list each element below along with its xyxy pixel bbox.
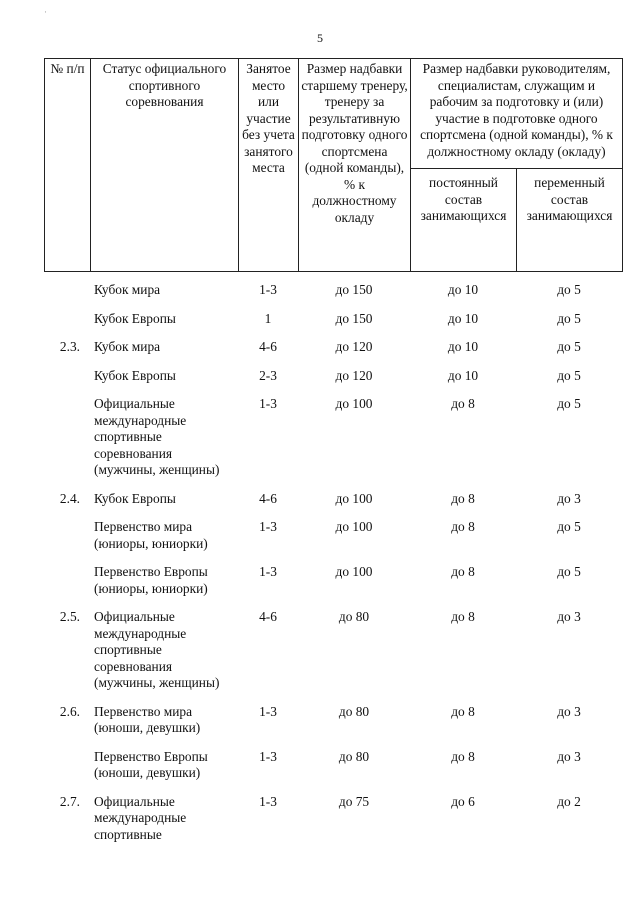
row-permanent-bonus: до 8 xyxy=(451,748,475,764)
row-variable-bonus: до 5 xyxy=(557,519,581,534)
row-place: 1-3 xyxy=(259,748,277,764)
row-place: 4-6 xyxy=(259,490,277,506)
row-place: 1-3 xyxy=(259,396,277,411)
row-status: Первенство Европы (юниоры, юниорки) xyxy=(94,564,208,596)
row-num: 2.7. xyxy=(59,793,80,809)
row-num xyxy=(44,368,90,397)
table-row xyxy=(44,519,622,564)
row-coach-bonus: до 100 xyxy=(335,490,373,506)
table-row xyxy=(44,491,622,520)
row-num: 2.5. xyxy=(59,609,80,624)
row-permanent-bonus: до 8 xyxy=(451,564,475,579)
table-row xyxy=(44,396,622,491)
row-permanent-bonus: до 10 xyxy=(447,282,479,297)
table-row xyxy=(44,282,622,311)
row-variable-bonus: до 2 xyxy=(557,793,581,809)
row-coach-bonus: до 100 xyxy=(335,396,373,411)
row-coach-bonus: до 100 xyxy=(335,519,373,534)
row-coach-bonus: до 120 xyxy=(335,339,373,354)
row-coach-bonus: до 75 xyxy=(338,793,370,809)
table-row xyxy=(44,704,622,749)
row-status: Кубок Европы xyxy=(94,310,176,326)
row-variable-bonus: до 5 xyxy=(557,310,581,326)
table-row xyxy=(44,311,622,340)
row-place: 1-3 xyxy=(259,703,277,719)
row-coach-bonus: до 80 xyxy=(338,609,370,624)
row-num xyxy=(44,749,90,794)
row-status: Официальные международные спортивные соревнования (мужчины, женщины) xyxy=(94,609,220,690)
row-num xyxy=(44,396,90,491)
row-place: 4-6 xyxy=(259,609,277,624)
row-status: Официальные международные спортивные соревнования (мужчины, женщины) xyxy=(94,396,220,477)
row-place: 4-6 xyxy=(259,339,277,354)
table-row xyxy=(44,339,622,368)
row-permanent-bonus: до 8 xyxy=(451,703,475,719)
row-status: Кубок мира xyxy=(94,282,161,297)
row-status: Первенство мира (юноши, девушки) xyxy=(94,703,201,735)
row-variable-bonus: до 3 xyxy=(557,703,581,719)
row-status: Кубок Европы xyxy=(94,367,176,383)
row-permanent-bonus: до 8 xyxy=(451,519,475,534)
row-permanent-bonus: до 8 xyxy=(451,609,475,624)
row-permanent-bonus: до 10 xyxy=(447,339,479,354)
row-num: 2.6. xyxy=(59,703,80,719)
row-variable-bonus: до 5 xyxy=(557,564,581,579)
row-num: 2.3. xyxy=(59,339,80,354)
row-status: Кубок Европы xyxy=(94,490,176,506)
row-place: 1 xyxy=(264,310,272,326)
table-row xyxy=(44,749,622,794)
row-status: Официальные международные спортивные xyxy=(94,793,187,842)
row-variable-bonus: до 3 xyxy=(557,748,581,764)
header-status: Статус официального спортивного соревнования xyxy=(91,59,239,272)
header-variable: переменный состав занимающихся xyxy=(517,169,623,272)
row-permanent-bonus: до 8 xyxy=(451,490,475,506)
row-variable-bonus: до 3 xyxy=(557,609,581,624)
row-variable-bonus: до 3 xyxy=(557,490,581,506)
table-row xyxy=(44,794,622,856)
page-number: 5 xyxy=(317,31,323,45)
row-variable-bonus: до 5 xyxy=(557,367,581,383)
scan-mark: · xyxy=(44,7,47,17)
row-variable-bonus: до 5 xyxy=(557,282,581,297)
header-num: № п/п xyxy=(45,59,91,272)
row-permanent-bonus: до 10 xyxy=(447,367,479,383)
row-permanent-bonus: до 10 xyxy=(447,310,479,326)
header-managers: Размер надбавки руководителям, специалистам, служащим и рабочим за подготовку и (или) участие в подготовке одного спортсмена (одной команды), % к должностному окладу (окладу) xyxy=(411,59,623,169)
row-place: 1-3 xyxy=(259,793,277,809)
row-coach-bonus: до 80 xyxy=(338,703,370,719)
table-header xyxy=(44,58,623,272)
row-status: Первенство Европы (юноши, девушки) xyxy=(94,748,208,780)
row-coach-bonus: до 150 xyxy=(335,310,373,326)
header-place: Занятое место или участие без учета занятого места xyxy=(239,59,299,272)
row-variable-bonus: до 5 xyxy=(557,339,581,354)
row-num xyxy=(44,282,90,311)
row-num xyxy=(44,564,90,609)
row-num xyxy=(44,519,90,564)
row-num xyxy=(44,311,90,340)
row-place: 1-3 xyxy=(259,564,277,579)
row-coach-bonus: до 150 xyxy=(335,282,373,297)
table-body xyxy=(44,282,622,855)
row-variable-bonus: до 5 xyxy=(557,396,581,411)
row-place: 1-3 xyxy=(259,519,277,534)
header-coach: Размер надбавки старшему тренеру, тренеру за результативную подготовку одного спортсмена (одной команды), % к должностному окладу xyxy=(299,59,411,272)
table-row xyxy=(44,368,622,397)
table-row xyxy=(44,564,622,609)
row-coach-bonus: до 80 xyxy=(338,748,370,764)
row-permanent-bonus: до 8 xyxy=(451,396,475,411)
row-coach-bonus: до 100 xyxy=(335,564,373,579)
row-coach-bonus: до 120 xyxy=(335,367,373,383)
row-num: 2.4. xyxy=(59,490,80,506)
table-row xyxy=(44,609,622,704)
row-place: 2-3 xyxy=(259,367,277,383)
header-permanent: постоянный состав занимающихся xyxy=(411,169,517,272)
row-place: 1-3 xyxy=(259,282,277,297)
row-permanent-bonus: до 6 xyxy=(451,793,475,809)
row-status: Кубок мира xyxy=(94,339,161,354)
row-status: Первенство мира (юниоры, юниорки) xyxy=(94,519,208,551)
